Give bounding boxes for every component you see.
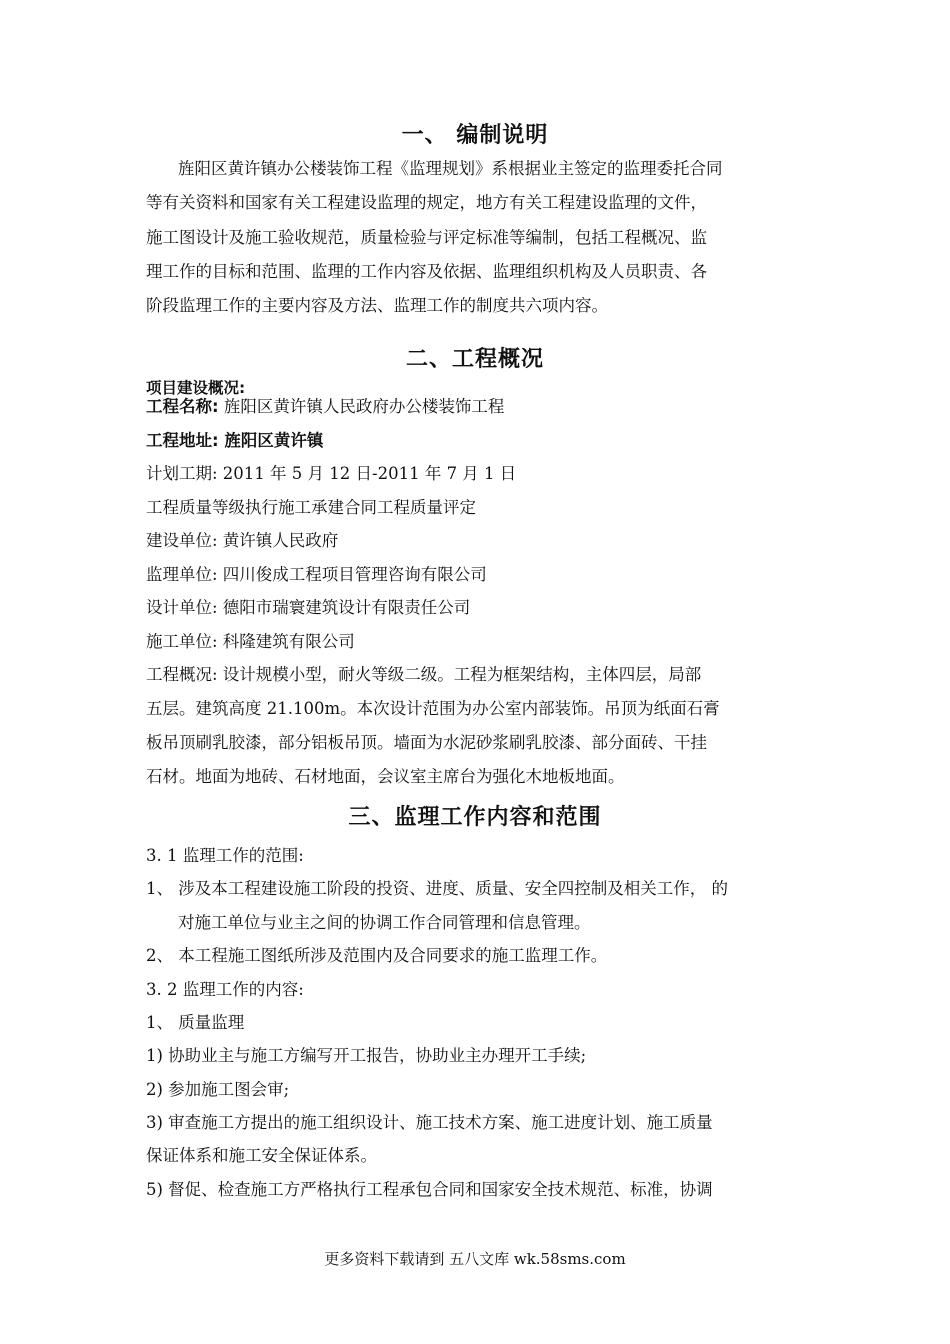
content-item-continued: 保证体系和施工安全保证体系。 — [146, 1146, 377, 1165]
scope-item: 2、 本工程施工图纸所涉及范围内及合同要求的施工监理工作。 — [146, 946, 608, 965]
project-name-value: 旌阳区黄许镇人民政府办公楼装饰工程 — [223, 397, 505, 416]
content-item: 2) 参加施工图会审; — [146, 1080, 290, 1099]
project-name-label: 工程名称: — [146, 397, 219, 416]
paragraph-line: 施工图设计及施工验收规范，质量检验与评定标准等编制，包括工程概况、监 — [146, 228, 707, 247]
overview-line: 石材。地面为地砖、石材地面，会议室主席台为强化木地板地面。 — [146, 767, 625, 786]
section-2-heading: 二、工程概况 — [405, 347, 544, 372]
content-item: 5) 督促、检查施工方严格执行工程承包合同和国家安全技术规范、标准，协调 — [146, 1180, 713, 1199]
project-address: 工程地址: 旌阳区黄许镇 — [146, 431, 324, 450]
content-title: 3. 2 监理工作的内容: — [146, 980, 304, 999]
supervisor-unit: 监理单位: 四川俊成工程项目管理咨询有限公司 — [146, 565, 487, 584]
overview-line: 五层。建筑高度 21.100m。本次设计范围为办公室内部装饰。吊顶为纸面石膏 — [146, 699, 720, 718]
scope-title: 3. 1 监理工作的范围: — [146, 846, 304, 865]
footer-note: 更多资料下载请到 五八文库 wk.58sms.com — [324, 1250, 626, 1268]
project-schedule: 计划工期: 2011 年 5 月 12 日-2011 年 7 月 1 日 — [146, 464, 517, 483]
contractor-unit: 施工单位: 科隆建筑有限公司 — [146, 632, 355, 651]
overview-line: 工程概况: 设计规模小型，耐火等级二级。工程为框架结构，主体四层，局部 — [146, 665, 702, 684]
scope-item-continued: 对施工单位与业主之间的协调工作合同管理和信息管理。 — [178, 913, 591, 932]
quality-standard: 工程质量等级执行施工承建合同工程质量评定 — [146, 498, 476, 517]
paragraph-line: 阶段监理工作的主要内容及方法、监理工作的制度共六项内容。 — [146, 296, 608, 315]
owner-unit: 建设单位: 黄许镇人民政府 — [146, 531, 339, 550]
scope-item: 1、 涉及本工程建设施工阶段的投资、进度、质量、安全四控制及相关工作， 的 — [146, 879, 728, 898]
overview-line: 板吊顶刷乳胶漆，部分铝板吊顶。墙面为水泥砂浆刷乳胶漆、部分面砖、干挂 — [146, 733, 707, 752]
project-overview-subheading: 项目建设概况: — [146, 379, 246, 397]
project-name-line — [146, 397, 504, 417]
content-item: 3) 审查施工方提出的施工组织设计、施工技术方案、施工进度计划、施工质量 — [146, 1113, 713, 1132]
content-item: 1) 协助业主与施工方编写开工报告，协助业主办理开工手续; — [146, 1046, 587, 1065]
section-3-heading: 三、监理工作内容和范围 — [348, 805, 602, 830]
paragraph-line: 等有关资料和国家有关工程建设监理的规定，地方有关工程建设监理的文件， — [146, 193, 707, 212]
section-1-heading: 一、 编制说明 — [401, 123, 549, 148]
paragraph-line: 理工作的目标和范围、监理的工作内容及依据、监理组织机构及人员职责、各 — [146, 262, 707, 281]
designer-unit: 设计单位: 德阳市瑞寰建筑设计有限责任公司 — [146, 598, 471, 617]
content-item: 1、 质量监理 — [146, 1013, 245, 1032]
paragraph-line: 旌阳区黄许镇办公楼装饰工程《监理规划》系根据业主签定的监理委托合同 — [178, 159, 723, 178]
